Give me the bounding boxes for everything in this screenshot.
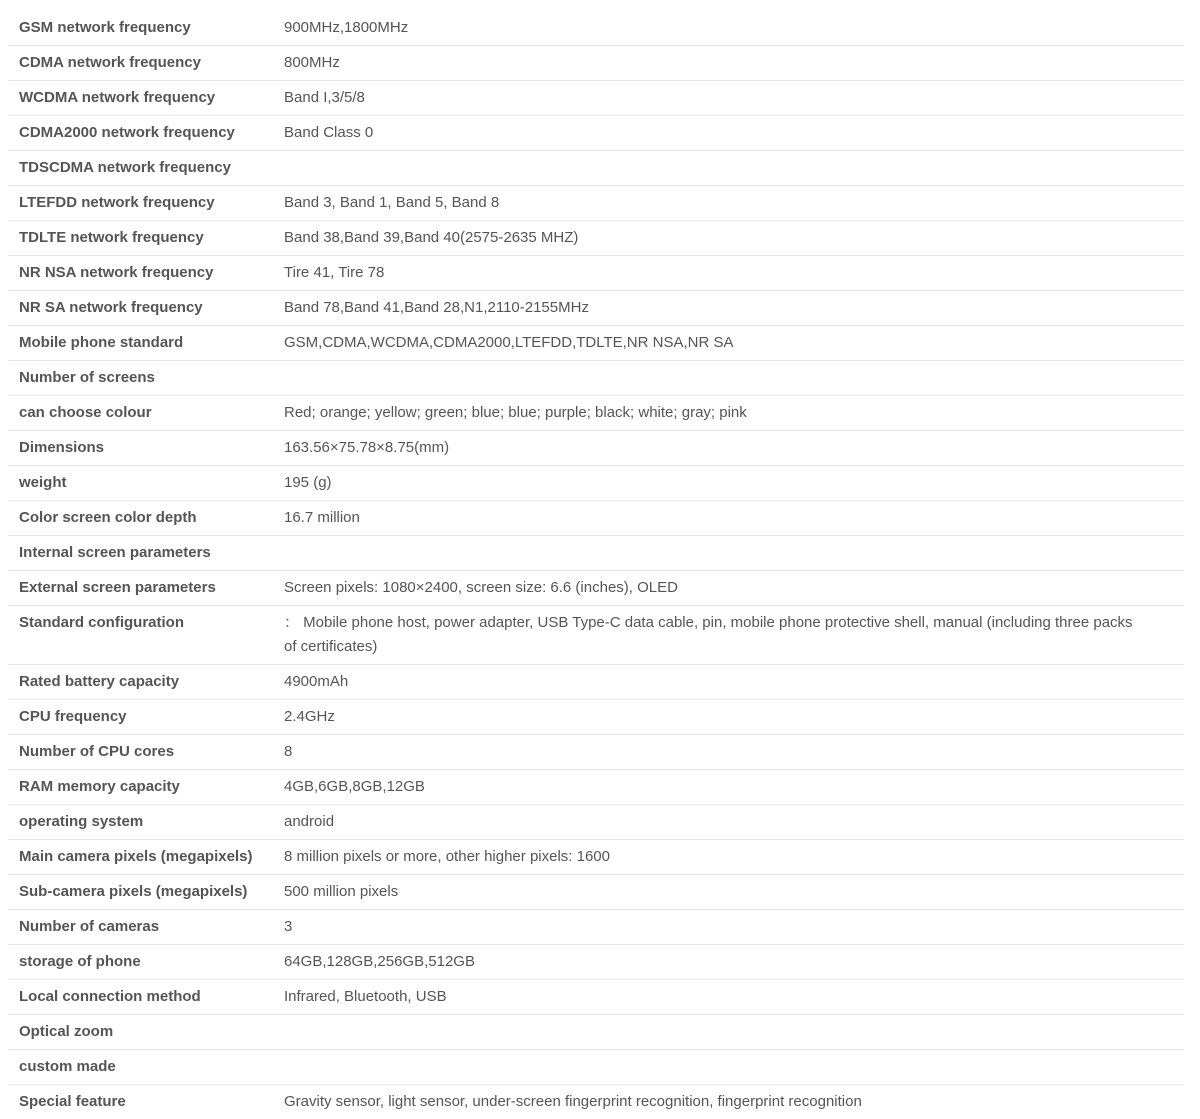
spec-row <box>8 1015 1184 1050</box>
spec-label: Sub-camera pixels (megapixels) <box>8 875 284 910</box>
spec-value: 8 million pixels or more, other higher pixels: 1600 <box>284 840 1184 875</box>
spec-row <box>8 1085 1184 1119</box>
spec-label: Color screen color depth <box>8 501 284 536</box>
spec-row <box>8 700 1184 735</box>
spec-row <box>8 116 1184 151</box>
spec-row <box>8 256 1184 291</box>
spec-value: Band 78,Band 41,Band 28,N1,2110-2155MHz <box>284 291 1184 326</box>
spec-value: Band 38,Band 39,Band 40(2575-2635 MHZ) <box>284 221 1184 256</box>
spec-label: Local connection method <box>8 980 284 1015</box>
spec-label: Rated battery capacity <box>8 665 284 700</box>
spec-value: Screen pixels: 1080×2400, screen size: 6.6 (inches), OLED <box>284 571 1184 606</box>
spec-table-body <box>8 11 1184 1119</box>
spec-label: CDMA network frequency <box>8 46 284 81</box>
spec-value: Tire 41, Tire 78 <box>284 256 1184 291</box>
spec-value: 16.7 million <box>284 501 1184 536</box>
spec-value: 4GB,6GB,8GB,12GB <box>284 770 1184 805</box>
spec-row <box>8 431 1184 466</box>
spec-value: android <box>284 805 1184 840</box>
spec-label: NR SA network frequency <box>8 291 284 326</box>
spec-value: 900MHz,1800MHz <box>284 11 1184 46</box>
spec-label: Special feature <box>8 1085 284 1119</box>
spec-label: Internal screen parameters <box>8 536 284 571</box>
spec-row <box>8 536 1184 571</box>
spec-label: Standard configuration <box>8 606 284 665</box>
spec-row <box>8 186 1184 221</box>
spec-row <box>8 46 1184 81</box>
spec-row <box>8 326 1184 361</box>
spec-value <box>284 1050 1184 1085</box>
spec-row <box>8 81 1184 116</box>
spec-value <box>284 361 1184 396</box>
spec-label: operating system <box>8 805 284 840</box>
spec-value <box>284 536 1184 571</box>
spec-value: 195 (g) <box>284 466 1184 501</box>
spec-value: 500 million pixels <box>284 875 1184 910</box>
spec-label: Optical zoom <box>8 1015 284 1050</box>
spec-label: Dimensions <box>8 431 284 466</box>
spec-label: Number of cameras <box>8 910 284 945</box>
spec-row <box>8 875 1184 910</box>
spec-label: GSM network frequency <box>8 11 284 46</box>
spec-row <box>8 396 1184 431</box>
spec-row <box>8 361 1184 396</box>
spec-label: Number of screens <box>8 361 284 396</box>
spec-row <box>8 151 1184 186</box>
spec-row <box>8 805 1184 840</box>
spec-label: LTEFDD network frequency <box>8 186 284 221</box>
spec-row <box>8 291 1184 326</box>
spec-value: 800MHz <box>284 46 1184 81</box>
spec-value <box>284 151 1184 186</box>
spec-value: Infrared, Bluetooth, USB <box>284 980 1184 1015</box>
spec-label: Main camera pixels (megapixels) <box>8 840 284 875</box>
spec-label: External screen parameters <box>8 571 284 606</box>
spec-label: CPU frequency <box>8 700 284 735</box>
spec-row <box>8 910 1184 945</box>
spec-value: 64GB,128GB,256GB,512GB <box>284 945 1184 980</box>
spec-row <box>8 11 1184 46</box>
spec-label: storage of phone <box>8 945 284 980</box>
spec-label: CDMA2000 network frequency <box>8 116 284 151</box>
spec-value: Band 3, Band 1, Band 5, Band 8 <box>284 186 1184 221</box>
spec-value: 4900mAh <box>284 665 1184 700</box>
spec-label: NR NSA network frequency <box>8 256 284 291</box>
spec-row <box>8 221 1184 256</box>
spec-value: Gravity sensor, light sensor, under-screen fingerprint recognition, fingerprint recognition <box>284 1085 1184 1119</box>
spec-row <box>8 665 1184 700</box>
spec-row <box>8 571 1184 606</box>
spec-label: TDLTE network frequency <box>8 221 284 256</box>
spec-value <box>284 1015 1184 1050</box>
spec-value: Red; orange; yellow; green; blue; blue; purple; black; white; gray; pink <box>284 396 1184 431</box>
spec-table <box>8 11 1184 1119</box>
spec-row <box>8 945 1184 980</box>
spec-value: Band I,3/5/8 <box>284 81 1184 116</box>
spec-row <box>8 770 1184 805</box>
spec-label: RAM memory capacity <box>8 770 284 805</box>
spec-value: 163.56×75.78×8.75(mm) <box>284 431 1184 466</box>
spec-value: ： Mobile phone host, power adapter, USB Type-C data cable, pin, mobile phone protective shell, manual (including three packs of certificates) <box>284 606 1184 665</box>
spec-value: GSM,CDMA,WCDMA,CDMA2000,LTEFDD,TDLTE,NR NSA,NR SA <box>284 326 1184 361</box>
spec-label: can choose colour <box>8 396 284 431</box>
spec-value: 2.4GHz <box>284 700 1184 735</box>
spec-row <box>8 735 1184 770</box>
spec-value: 3 <box>284 910 1184 945</box>
spec-label: WCDMA network frequency <box>8 81 284 116</box>
spec-value: 8 <box>284 735 1184 770</box>
spec-row <box>8 501 1184 536</box>
spec-label: custom made <box>8 1050 284 1085</box>
spec-row <box>8 466 1184 501</box>
spec-row <box>8 840 1184 875</box>
spec-label: TDSCDMA network frequency <box>8 151 284 186</box>
spec-label: Mobile phone standard <box>8 326 284 361</box>
spec-row <box>8 1050 1184 1085</box>
spec-value: Band Class 0 <box>284 116 1184 151</box>
spec-row <box>8 980 1184 1015</box>
spec-row <box>8 606 1184 665</box>
spec-label: Number of CPU cores <box>8 735 284 770</box>
spec-label: weight <box>8 466 284 501</box>
